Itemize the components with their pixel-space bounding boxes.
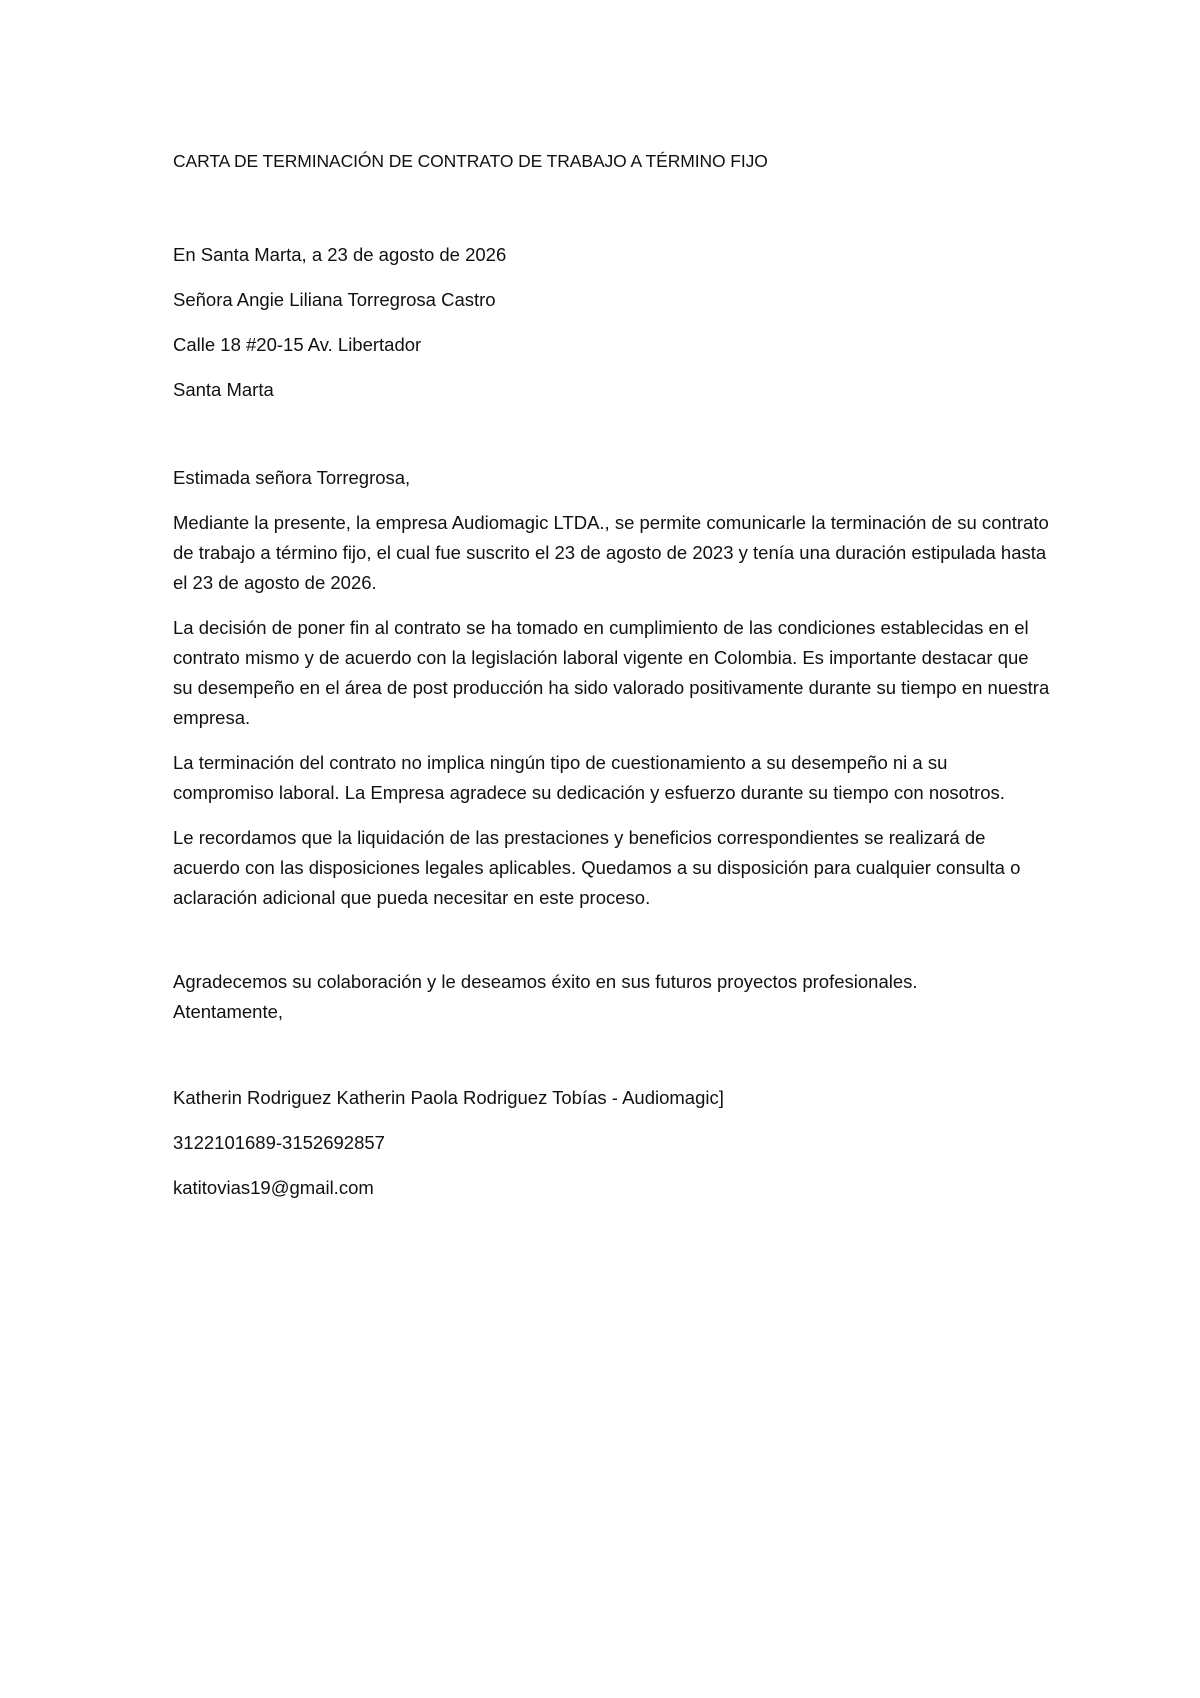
paragraph-2: La decisión de poner fin al contrato se ha tomado en cumplimiento de las condiciones establecidas en el contrato mismo y de acuerdo con la legislación laboral vigente en Colombia. Es importante destacar que su desempeño en el área de post producción ha sido valorado positivamente durante su tiempo en nuestra empresa. xyxy=(173,617,1050,728)
date-line: En Santa Marta, a 23 de agosto de 2026 xyxy=(173,244,507,265)
salutation: Estimada señora Torregrosa, xyxy=(173,467,411,488)
paragraph-1: Mediante la presente, la empresa Audiomagic LTDA., se permite comunicarle la terminación de su contrato de trabajo a término fijo, el cual fue suscrito el 23 de agosto de 2023 y tenía una duración estipulada hasta el 23 de agosto de 2026. xyxy=(173,512,1049,593)
closing: Atentamente, xyxy=(173,1001,284,1022)
paragraph-4: Le recordamos que la liquidación de las prestaciones y beneficios correspondientes se realizará de acuerdo con las disposiciones legales aplicables. Quedamos a su disposición para cualquier consulta o aclaración adicional que pueda necesitar en este proceso. xyxy=(173,827,1021,908)
signature-email: katitovias19@gmail.com xyxy=(173,1177,374,1198)
letter-body xyxy=(173,146,1053,1203)
signature-phone: 3122101689-3152692857 xyxy=(173,1132,385,1153)
recipient-street: Calle 18 #20-15 Av. Libertador xyxy=(173,334,422,355)
letter-title: CARTA DE TERMINACIÓN DE CONTRATO DE TRABAJO A TÉRMINO FIJO xyxy=(173,151,768,171)
recipient-city: Santa Marta xyxy=(173,379,274,400)
signature-name: Katherin Rodriguez Katherin Paola Rodriguez Tobías - Audiomagic] xyxy=(173,1087,724,1108)
recipient-name: Señora Angie Liliana Torregrosa Castro xyxy=(173,289,496,310)
paragraph-3: La terminación del contrato no implica ningún tipo de cuestionamiento a su desempeño ni a su compromiso laboral. La Empresa agradece su dedicación y esfuerzo durante su tiempo con nosotros. xyxy=(173,752,1005,803)
closing-thanks: Agradecemos su colaboración y le deseamos éxito en sus futuros proyectos profesionales. xyxy=(173,971,918,992)
